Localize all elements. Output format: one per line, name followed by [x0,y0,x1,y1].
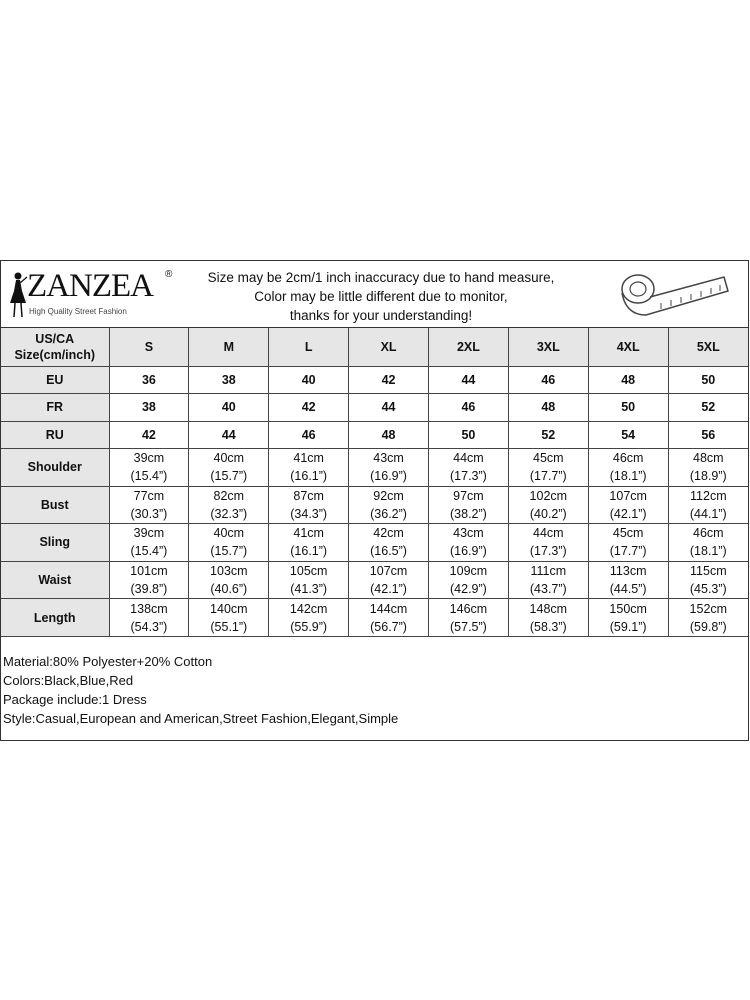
conversion-row [1,421,748,449]
table-cell-text: 101cm [130,564,168,579]
table-cell-text: (16.5”) [370,544,407,559]
table-cell-text: (18.9”) [689,469,727,484]
row-label [1,486,109,524]
table-cell [349,449,429,487]
row-label [1,449,109,487]
size-header [349,328,429,366]
table-cell-text: 107cm [609,488,647,503]
table-cell-text: (41.3”) [290,582,328,597]
table-cell [109,366,189,394]
table-cell-text: 41cm [293,526,324,541]
package-text: Package include:1 Dress [3,691,147,707]
table-cell [269,599,349,637]
table-cell-text: (59.8”) [689,619,727,634]
table-cell-text: 48 [621,372,636,387]
table-cell-text: (15.7”) [210,544,248,559]
table-cell [269,394,349,422]
table-cell-text: 40 [301,372,316,387]
table-cell [189,449,269,487]
table-cell-text: (39.8”) [130,582,168,597]
table-cell [668,394,748,422]
table-cell-text: (42.9”) [450,582,487,597]
table-cell [349,394,429,422]
table-cell-text: 146cm [449,601,488,616]
table-cell-text: 87cm [293,488,324,503]
table-cell-text: (40.2”) [529,506,567,521]
table-cell-text: (40.6”) [210,582,248,597]
table-cell-text: 142cm [289,601,328,616]
table-cell-text: (54.3”) [130,619,168,634]
material-text: Material:80% Polyester+20% Cotton [3,653,213,669]
table-cell [189,394,269,422]
table-cell-text: (15.4”) [130,544,168,559]
row-label-text: Shoulder [27,460,82,475]
table-cell [189,599,269,637]
table-cell [588,599,668,637]
measuring-tape-icon [616,269,736,321]
table-cell-text: (57.5”) [450,619,487,634]
table-cell-text: (17.7”) [609,544,647,559]
table-cell [429,561,509,599]
table-cell-text: 109cm [449,564,488,579]
table-cell [109,394,189,422]
table-cell-text: (55.1”) [210,619,248,634]
row-label-text: Length [33,610,76,625]
table-cell-text: 107cm [369,564,408,579]
table-cell [429,394,509,422]
row-label-text: FR [46,400,64,415]
corner-label-text: Size(cm/inch) [14,347,96,362]
table-cell-text: 54 [621,427,636,442]
table-cell-text: (42.1”) [609,506,647,521]
table-cell-text: 152cm [689,601,728,616]
table-cell-text: (18.1”) [609,469,647,484]
table-cell [588,421,668,449]
table-cell-text: (16.9”) [450,544,487,559]
row-label [1,421,109,449]
table-cell-text: (42.1”) [370,582,407,597]
table-cell-text: 46cm [612,451,644,466]
table-cell [588,561,668,599]
registered-mark: ® [165,269,173,280]
conversion-row [1,366,748,394]
table-cell-text: 36 [141,372,156,387]
table-cell [429,524,509,562]
table-cell-text: 38 [221,372,236,387]
table-cell-text: 39cm [133,526,165,541]
table-cell-text: 82cm [213,488,245,503]
table-cell-text: 42 [141,427,156,442]
table-cell [269,561,349,599]
table-cell [269,486,349,524]
size-header-text: S [144,339,154,354]
size-header [269,328,349,366]
table-cell-text: 44 [221,427,236,442]
table-cell [189,366,269,394]
size-header-text: L [304,339,313,354]
size-header [508,328,588,366]
brand-tagline: High Quality Street Fashion [29,307,127,316]
measurement-row [1,449,748,487]
table-cell-text: 44 [381,400,396,415]
table-cell [109,421,189,449]
table-cell-text: 50 [621,400,636,415]
table-cell-text: 40 [221,400,236,415]
table-cell [508,561,588,599]
table-cell [588,524,668,562]
table-cell [429,421,509,449]
table-cell [429,599,509,637]
table-cell-text: 105cm [289,564,328,579]
measurement-row [1,524,748,562]
table-cell [109,524,189,562]
table-cell [349,366,429,394]
table-cell-text: 39cm [133,451,165,466]
table-cell-text: 42cm [373,526,404,541]
notice-line: thanks for your understanding! [289,308,473,323]
table-cell [269,449,349,487]
table-cell-text: 144cm [369,601,408,616]
measurement-row [1,486,748,524]
table-cell [508,366,588,394]
table-cell-text: 77cm [133,488,165,503]
table-cell [508,599,588,637]
row-label-text: EU [46,372,64,387]
table-cell-text: 148cm [529,601,568,616]
row-label [1,394,109,422]
table-cell-text: 52 [701,400,716,415]
size-header [189,328,269,366]
table-cell-text: 56 [701,427,716,442]
corner-label [1,328,109,366]
notice-line: Color may be little different due to monitor, [254,289,508,304]
table-cell [508,394,588,422]
table-cell [668,561,748,599]
size-header-text: 5XL [696,339,720,354]
size-header-text: XL [380,339,397,354]
table-cell-text: 52 [541,427,556,442]
table-cell [109,486,189,524]
row-label [1,366,109,394]
table-cell-text: 48cm [693,451,724,466]
colors-text: Colors:Black,Blue,Red [3,672,134,688]
row-label [1,599,109,637]
table-cell-text: 112cm [690,488,727,503]
table-cell-text: 43cm [373,451,404,466]
measurement-notice [186,268,576,325]
size-chart-card [0,260,749,741]
table-cell-text: 41cm [293,451,324,466]
table-cell-text: 113cm [609,564,647,579]
table-cell [109,449,189,487]
table-cell-text: 140cm [210,601,248,616]
table-cell-text: (58.3”) [529,619,567,634]
table-cell [349,561,429,599]
table-cell-text: 92cm [373,488,404,503]
table-cell-text: 97cm [453,488,484,503]
table-cell-text: (16.9”) [370,469,407,484]
table-cell [269,524,349,562]
conversion-row [1,394,748,422]
table-cell-text: (15.4”) [130,469,168,484]
table-cell-text: 102cm [529,488,568,503]
row-label-text: Sling [39,535,71,550]
measurement-row [1,561,748,599]
table-cell [189,561,269,599]
table-cell-text: (56.7”) [370,619,407,634]
table-cell-text: 150cm [609,601,647,616]
size-chart-header [1,261,748,328]
table-cell [349,599,429,637]
table-cell-text: 44 [461,372,476,387]
table-cell [588,394,668,422]
table-cell-text: (17.3”) [450,469,487,484]
table-cell-text: 46 [301,427,316,442]
table-cell [668,449,748,487]
table-cell-text: (36.2”) [370,506,407,521]
table-cell-text: 43cm [453,526,484,541]
table-cell-text: 103cm [210,564,248,579]
table-cell-text: 38 [141,400,156,415]
row-label-text: Bust [40,497,69,512]
woman-silhouette-icon [7,271,29,319]
table-cell-text: 48 [381,427,396,442]
row-label-text: Waist [38,573,72,588]
table-cell-text: 46cm [693,526,724,541]
style-text: Style:Casual,European and American,Street Fashion,Elegant,Simple [3,710,399,726]
table-cell [189,524,269,562]
table-cell-text: (45.3”) [689,582,727,597]
table-cell-text: 44cm [533,526,564,541]
table-cell [269,366,349,394]
notice-line: Size may be 2cm/1 inch inaccuracy due to hand measure, [207,270,555,285]
size-header [588,328,668,366]
measurement-row [1,599,748,637]
table-cell-text: 44cm [453,451,484,466]
table-cell [429,366,509,394]
table-cell-text: (17.3”) [529,544,567,559]
table-cell [429,486,509,524]
table-cell-text: (16.1”) [290,544,328,559]
table-cell-text: (44.1”) [689,506,727,521]
table-cell-text: 45cm [533,451,564,466]
table-cell-text: 46 [541,372,556,387]
table-cell-text: (43.7”) [529,582,567,597]
table-cell [588,486,668,524]
table-cell-text: (34.3”) [290,506,328,521]
size-header [429,328,509,366]
table-cell-text: (38.2”) [450,506,487,521]
table-cell-text: 42 [381,372,396,387]
table-cell-text: (59.1”) [609,619,647,634]
table-cell-text: 138cm [130,601,168,616]
product-details [1,637,748,728]
table-cell-text: (30.3”) [130,506,168,521]
table-cell [668,599,748,637]
table-cell [668,524,748,562]
size-header-row [1,328,748,366]
table-cell [269,421,349,449]
brand-logo [7,269,179,323]
table-cell [668,421,748,449]
table-cell-text: 48 [541,400,556,415]
size-table [1,328,748,637]
table-cell [508,524,588,562]
table-cell-text: (55.9”) [290,619,328,634]
table-cell-text: 50 [701,372,716,387]
table-cell [429,449,509,487]
table-cell [109,561,189,599]
row-label-text: RU [45,427,64,442]
table-cell-text: 50 [461,427,476,442]
size-header-text: 3XL [536,339,560,354]
table-cell [508,449,588,487]
table-cell-text: (16.1”) [290,469,328,484]
table-cell [349,421,429,449]
table-cell-text: 45cm [612,526,644,541]
table-cell [508,486,588,524]
brand-name: ZANZEA [27,268,153,304]
table-cell-text: (18.1”) [689,544,727,559]
table-cell-text: (17.7”) [529,469,567,484]
table-cell [588,366,668,394]
table-cell [189,486,269,524]
table-cell [349,486,429,524]
size-header-text: 2XL [456,339,480,354]
table-cell [189,421,269,449]
size-header [668,328,748,366]
table-cell-text: 115cm [690,564,727,579]
size-header-text: M [223,339,235,354]
table-cell [668,486,748,524]
table-cell-text: 111cm [530,564,567,579]
table-cell-text: 46 [461,400,476,415]
table-cell [508,421,588,449]
table-cell [349,524,429,562]
table-cell-text: 40cm [213,451,245,466]
row-label [1,561,109,599]
size-header [109,328,189,366]
table-cell [109,599,189,637]
table-cell-text: (44.5”) [609,582,647,597]
table-cell-text: 42 [301,400,316,415]
row-label [1,524,109,562]
table-cell [588,449,668,487]
table-cell-text: (32.3”) [210,506,248,521]
corner-label-text: US/CA [35,331,75,346]
table-cell-text: 40cm [213,526,245,541]
size-header-text: 4XL [616,339,640,354]
table-cell [668,366,748,394]
table-cell-text: (15.7”) [210,469,248,484]
